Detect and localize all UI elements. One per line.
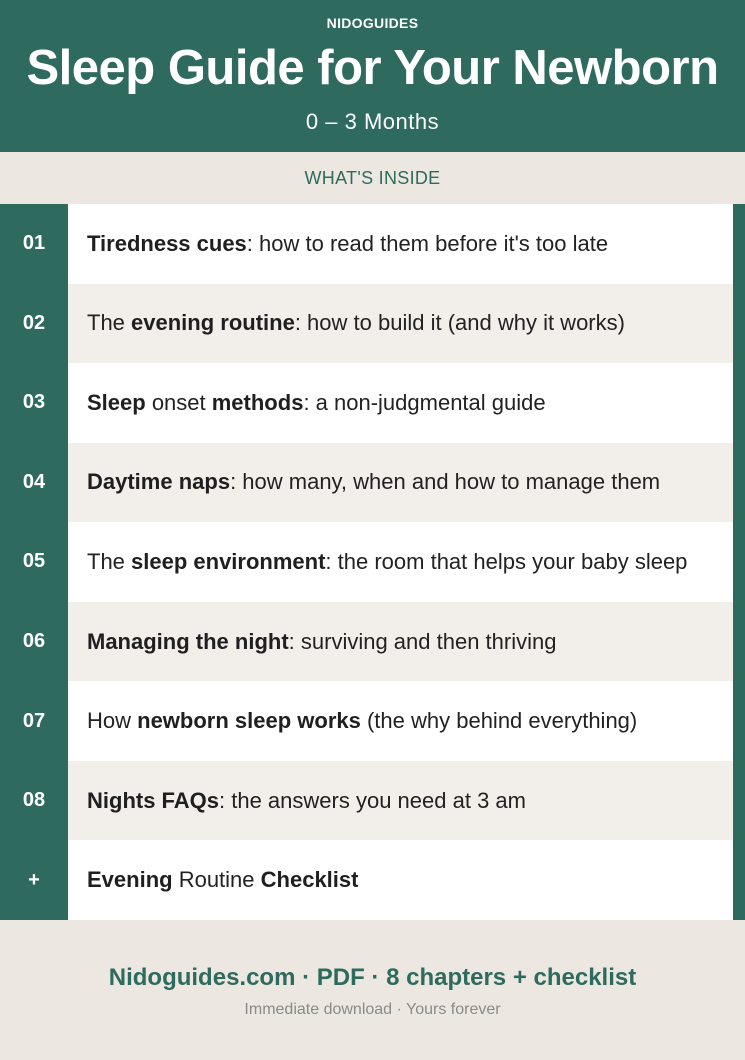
chapter-text-bold: newborn sleep works (137, 708, 361, 734)
chapter-text (87, 469, 660, 495)
chapter-row (0, 204, 745, 284)
chapter-text (87, 788, 526, 814)
brand-name: NIDOGUIDES (326, 15, 419, 31)
chapter-text-regular: : how to build it (and why it works) (294, 310, 625, 336)
chapter-text-regular: : how many, when and how to manage them (230, 469, 661, 495)
chapter-title (68, 840, 733, 920)
chapter-title (68, 443, 733, 523)
header-banner (0, 0, 745, 152)
table-of-contents (0, 204, 745, 920)
chapter-text-regular: The (87, 548, 132, 574)
chapter-text-bold: Checklist (260, 867, 359, 893)
chapter-text-regular: Routine (172, 867, 261, 893)
chapter-number: 01 (22, 232, 46, 255)
page-subtitle: 0 – 3 Months (305, 109, 440, 134)
chapter-row (0, 522, 745, 602)
chapter-row (0, 840, 745, 920)
chapter-text-regular: : a non-judgmental guide (303, 389, 546, 415)
chapter-text-bold: sleep environment (131, 548, 326, 574)
chapter-text (87, 390, 546, 416)
chapter-row (0, 681, 745, 761)
chapter-text-bold: methods (211, 389, 304, 415)
chapter-title (68, 602, 733, 682)
footer-subtext: Immediate download · Yours forever (244, 1001, 501, 1018)
chapter-text-regular: (the why behind everything) (360, 708, 638, 734)
chapter-text (87, 549, 687, 575)
chapter-title (68, 204, 733, 284)
chapter-row (0, 363, 745, 443)
chapter-text-regular: : the answers you need at 3 am (219, 787, 526, 813)
chapter-text (87, 708, 637, 734)
chapter-title (68, 681, 733, 761)
chapter-text (87, 231, 608, 257)
chapter-number: 02 (22, 311, 46, 334)
chapter-text-bold: evening routine (131, 310, 295, 336)
chapter-text-bold: Tiredness cues (87, 230, 247, 256)
chapter-text-bold: Managing the night (87, 628, 289, 654)
chapter-number: 04 (22, 470, 46, 493)
chapter-number: 05 (22, 550, 46, 573)
chapter-text (87, 629, 556, 655)
chapter-text-bold: Evening (87, 867, 173, 893)
chapter-text-regular: The (87, 310, 132, 336)
chapter-text (87, 310, 625, 336)
chapter-row (0, 602, 745, 682)
chapter-text-bold: Daytime naps (87, 469, 231, 495)
footer (0, 920, 745, 1060)
chapter-number: + (28, 868, 40, 891)
chapter-text-regular: : the room that helps your baby sleep (325, 548, 688, 574)
chapter-text-regular: How (87, 708, 138, 734)
chapter-number: 06 (22, 630, 46, 653)
footer-info: Nidoguides.com · PDF · 8 chapters + checklist (108, 964, 637, 991)
chapter-row (0, 443, 745, 523)
chapter-row (0, 761, 745, 841)
chapter-text-bold: Nights FAQs (87, 787, 220, 813)
chapter-number: 08 (22, 789, 46, 812)
chapter-text (87, 867, 358, 893)
chapter-title (68, 761, 733, 841)
chapter-title (68, 284, 733, 364)
chapter-title (68, 522, 733, 602)
whats-inside-heading: WHAT'S INSIDE (0, 152, 745, 204)
chapter-number: 03 (22, 391, 46, 414)
chapter-text-regular: onset (145, 389, 212, 415)
chapter-title (68, 363, 733, 443)
page-title: Sleep Guide for Your Newborn (26, 41, 719, 95)
chapter-text-bold: Sleep (87, 389, 146, 415)
chapter-text-regular: : how to read them before it's too late (246, 230, 609, 256)
chapter-row (0, 284, 745, 364)
chapter-number: 07 (22, 709, 46, 732)
chapter-text-regular: : surviving and then thriving (288, 628, 557, 654)
